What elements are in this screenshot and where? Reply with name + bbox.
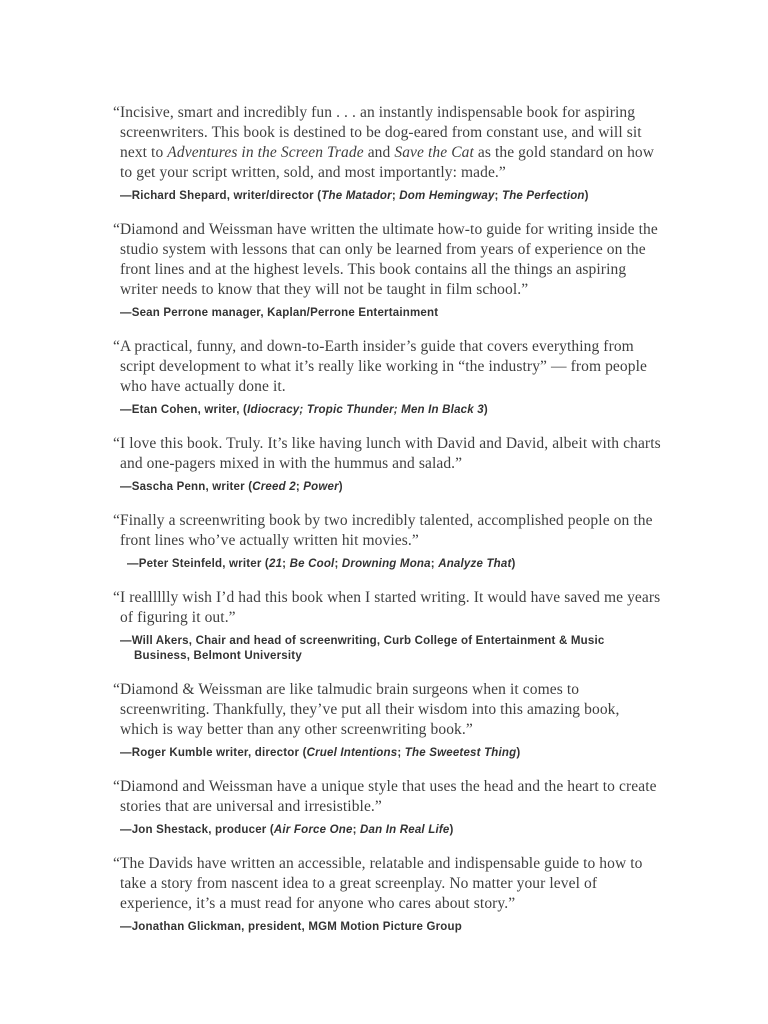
text-segment: —Sascha Penn, writer ( bbox=[120, 481, 253, 493]
text-segment: —Jonathan Glickman, president, MGM Motion Picture Group bbox=[120, 921, 462, 933]
text-segment: “A practical, funny, and down-to-Earth insider’s guide that covers everything from script development to what it’s really like working in “the industry” — from people who have actually done it. bbox=[113, 338, 647, 395]
text-segment: —Richard Shepard, writer/director ( bbox=[120, 190, 322, 202]
text-segment: ; bbox=[430, 558, 439, 570]
text-segment: ; bbox=[282, 558, 290, 570]
endorsement-blurb bbox=[113, 220, 661, 321]
text-segment: “I love this book. Truly. It’s like having lunch with David and David, albeit with charts and one-pagers mixed in with the hummus and salad.” bbox=[113, 435, 661, 472]
blurb-list bbox=[113, 103, 661, 951]
title-italic-segment: Dom Hemingway bbox=[399, 190, 495, 202]
quote-attribution bbox=[113, 823, 661, 838]
text-segment: “Diamond & Weissman are like talmudic brain surgeons when it comes to screenwriting. Thankfully, they’ve put all their wisdom into this amazing book, which is way better than any other screenwriting book.” bbox=[113, 681, 620, 738]
text-segment: “Diamond and Weissman have written the ultimate how-to guide for writing inside the studio system with lessons that can only be learned from years of experience on the front lines and at the highest levels. This book contains all the things an aspiring writer needs to know that they will not be taught in film school.” bbox=[113, 221, 658, 298]
title-italic-segment: Drowning Mona bbox=[341, 558, 431, 570]
text-segment: “Incisive, smart and incredibly fun . . . an instantly indispensable book for aspiring screenwriters. This book is destined to be dog-eared from constant use, and will sit next to bbox=[113, 104, 642, 161]
text-segment: —Sean Perrone manager, Kaplan/Perrone Entertainment bbox=[120, 307, 439, 319]
quote-text bbox=[113, 337, 661, 397]
endorsement-blurb bbox=[113, 337, 661, 418]
endorsement-blurb bbox=[113, 854, 661, 935]
title-italic-segment: Analyze That bbox=[438, 558, 512, 570]
quote-text bbox=[113, 588, 661, 628]
quote-attribution bbox=[113, 403, 661, 418]
quote-attribution bbox=[113, 189, 661, 204]
quote-attribution bbox=[120, 557, 661, 572]
endorsement-blurb bbox=[113, 777, 661, 838]
text-segment: “Diamond and Weissman have a unique style that uses the head and the heart to create stories that are universal and irresistible.” bbox=[113, 778, 657, 815]
quote-attribution bbox=[113, 920, 661, 935]
endorsement-blurb bbox=[113, 680, 661, 761]
text-segment: —Jon Shestack, producer ( bbox=[120, 824, 274, 836]
title-italic-segment: Cruel Intentions bbox=[306, 747, 398, 759]
text-segment: ; bbox=[295, 481, 304, 493]
title-italic-segment: Creed 2 bbox=[252, 481, 296, 493]
text-segment: and bbox=[363, 144, 395, 161]
text-segment: ) bbox=[516, 747, 521, 759]
title-italic-segment: Air Force One bbox=[273, 824, 353, 836]
endorsement-blurb bbox=[113, 511, 661, 572]
text-segment: ) bbox=[483, 404, 488, 416]
title-italic-segment: The Sweetest Thing bbox=[404, 747, 517, 759]
quote-attribution bbox=[113, 746, 661, 761]
quote-attribution bbox=[113, 634, 661, 664]
quote-text bbox=[113, 220, 661, 300]
text-segment: “The Davids have written an accessible, relatable and indispensable guide to how to take a story from nascent idea to a great screenplay. No matter your level of experience, it’s a must read for anyone who cares about story.” bbox=[113, 855, 643, 912]
text-segment: ) bbox=[338, 481, 343, 493]
title-italic-segment: 21 bbox=[268, 558, 283, 570]
endorsement-blurb bbox=[113, 588, 661, 664]
quote-text bbox=[113, 854, 661, 914]
title-italic-segment: Idiocracy; Tropic Thunder; Men In Black 3 bbox=[247, 404, 484, 416]
title-italic-segment: The Perfection bbox=[501, 190, 585, 202]
endorsement-blurb bbox=[113, 434, 661, 495]
quote-text bbox=[113, 511, 661, 551]
text-segment: —Roger Kumble writer, director ( bbox=[120, 747, 307, 759]
text-segment: ; bbox=[494, 190, 502, 202]
quote-text bbox=[113, 103, 661, 183]
text-segment: ) bbox=[449, 824, 454, 836]
title-italic-segment: Power bbox=[303, 481, 339, 493]
text-segment: ; bbox=[352, 824, 360, 836]
text-segment: —Etan Cohen, writer, ( bbox=[120, 404, 248, 416]
endorsement-blurb bbox=[113, 103, 661, 204]
quote-attribution bbox=[113, 480, 661, 495]
quote-text bbox=[113, 434, 661, 474]
title-italic-segment: Be Cool bbox=[289, 558, 335, 570]
text-segment: as the gold standard on how to get your script written, sold, and most importantly: made.” bbox=[120, 144, 655, 181]
text-segment: ; bbox=[397, 747, 405, 759]
quote-text bbox=[113, 680, 661, 740]
text-segment: ) bbox=[584, 190, 589, 202]
quote-text bbox=[113, 777, 661, 817]
quote-attribution bbox=[113, 306, 661, 321]
title-italic-segment: Save the Cat bbox=[394, 144, 474, 161]
text-segment: —Peter Steinfeld, writer ( bbox=[127, 558, 269, 570]
text-segment: —Will Akers, Chair and head of screenwriting, Curb College of Entertainment & Music Business, Belmont University bbox=[120, 635, 605, 662]
text-segment: ; bbox=[334, 558, 342, 570]
title-italic-segment: The Matador bbox=[321, 190, 392, 202]
text-segment: ; bbox=[391, 190, 400, 202]
text-segment: “I reallllly wish I’d had this book when I started writing. It would have saved me years of figuring it out.” bbox=[113, 589, 661, 626]
title-italic-segment: Adventures in the Screen Trade bbox=[167, 144, 364, 161]
title-italic-segment: Dan In Real Life bbox=[360, 824, 450, 836]
text-segment: “Finally a screenwriting book by two incredibly talented, accomplished people on the front lines who’ve actually written hit movies.” bbox=[113, 512, 653, 549]
text-segment: ) bbox=[511, 558, 516, 570]
